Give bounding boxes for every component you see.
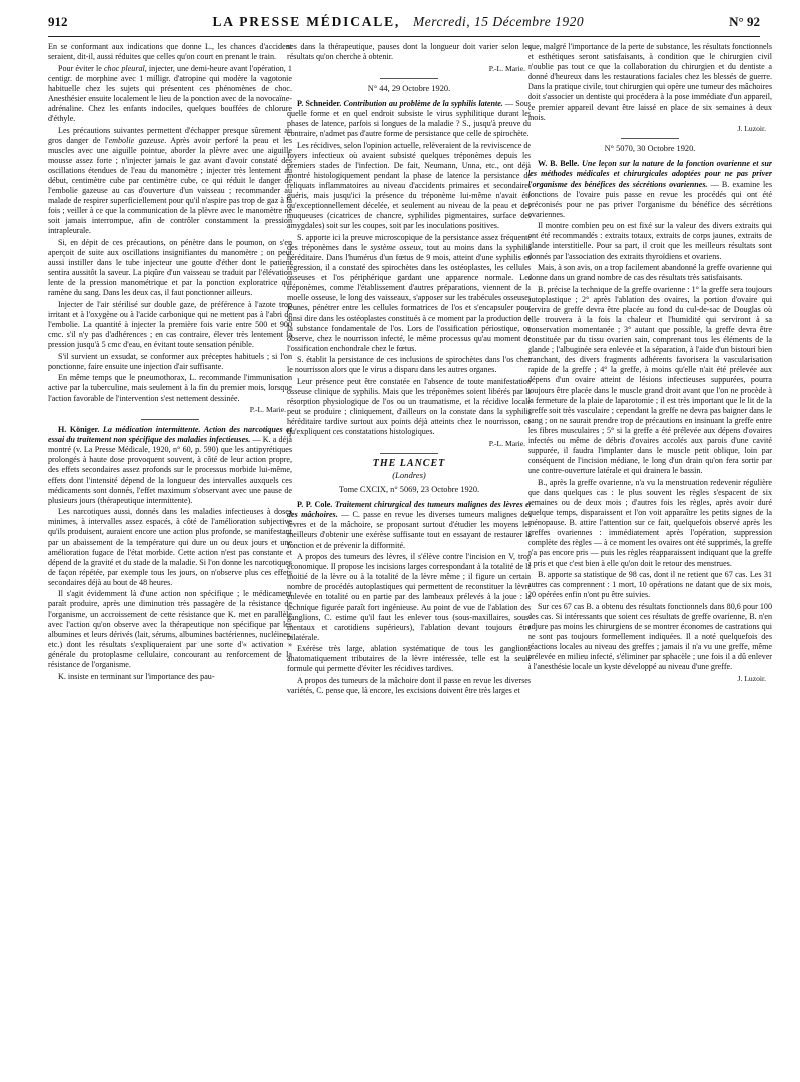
page-number: 912 xyxy=(48,14,68,29)
paragraph: A propos des tumeurs de la mâchoire dont il passe en revue les diverses variétés, C. pense que, là encore, les excisions doivent être très larges et xyxy=(287,675,531,696)
article-author: W. B. Belle. xyxy=(538,159,580,169)
paragraph: Il s'agit évidemment là d'une action non spécifique ; le médicament paraît produire, après une diminution très passagère de la résistance de l'organisme, un accroissement de cette résistance que K. met en parallèle avec l'action qu'on observe avec la thérapeutique non spécifique par les albumines et leurs dérivés (lait, sérums, albumines bactériennes, nucléines, etc.) dont les résultats s'expliqueraient par une sorte d'« activation » générale du protoplasme cellulaire, concourant au renforcement de la résistance de l'organisme. xyxy=(48,589,292,670)
article-title: Traitement chirurgical des tumeurs malignes des lèvres et des mâchoires. xyxy=(287,500,531,520)
signature: J. Luzoir. xyxy=(737,673,766,683)
paragraph: B., après la greffe ovarienne, n'a vu la menstruation redevenir régulière que dans quelques cas : le plus souvent les règles s'espacent de six semaines ou de deux mois ; d'autres fois les règles, après avoir duré quelque temps, disparaissent et l'on voit apparaître les petits signes de la ménopause. B. attire l'attention sur ce fait, quelquefois observé après les greffes ovariennes : immédiatement après l'opération, suppression complète des règles — à ce moment les ovaires ont été supprimés, la greffe n'a pas encore pris — puis les règles réapparaissent indiquant que la greffe a pris et que c'est bien à elle qu'on doit le retour des menstrues. xyxy=(528,477,772,568)
paragraph: Si, en dépit de ces précautions, on pénètre dans le poumon, on s'en aperçoit de suite aux oscillations insignifiantes du manomètre ; on peut aussi instiller dans le tube injecteur une goutte d'éther dont le patient sentira aussitôt la saveur. La piqûre d'un vaisseau se traduit par l'élévation lente de la pression manométrique et par la ponction exploratrice qui ramène du sang. Dans les deux cas, il faut ponctionner ailleurs. xyxy=(48,237,292,298)
signature: P.-L. Marie. xyxy=(249,405,286,415)
separator xyxy=(141,419,199,420)
paragraph: S'il survient un exsudat, se conformer aux préceptes habituels ; si l'on ponctionne, faire ensuite une injection d'air suffisante. xyxy=(48,351,292,371)
paragraph: Exérèse très large, ablation systématique de tous les ganglions anatomatiquement tributaires de la lèvre intéressée, telle est la seule formule qui permette d'éviter les récidives tardives. xyxy=(287,644,531,674)
article-schneider: P. Schneider. Contribution au problème de la syphilis latente. — Sous quelle forme et en quel endroit subsiste le virus syphilitique durant les phases de latence, parfois si longues de la maladie ? S., jusqu'à preuve du contraire, n'admet pas d'autre forme de persistance que celle de spirochète. xyxy=(287,98,531,139)
signature: J. Luzoir. xyxy=(737,124,766,134)
signature: P.-L. Marie. xyxy=(488,63,525,73)
journal-section-city: (Londres) xyxy=(392,470,426,480)
article-title: Contribution au problème de la syphilis latente. xyxy=(341,98,503,108)
article-author: H. Königer. xyxy=(58,425,100,435)
paragraph: que, malgré l'importance de la perte de substance, les résultats fonctionnels et esthétiques seront satisfaisants, à condition que le chirurgien civil n'oublie pas tout ce que la collaboration du chirurgien et du dentiste a donné d'heureux dans les restaurations faciales chez les blessés de guerre. Dans la pratique civile, tout chirurgien qui opère une tumeur des mâchoires doit s'associer un dentiste qui procédera à la pose immédiate d'un appareil, ce premier appareil devant être laissé en place de six semaines à deux mois. xyxy=(528,42,772,122)
paragraph: Les narcotiques aussi, donnés dans les maladies infectieuses à doses minimes, à intervalles assez espacés, à côté de l'amélioration subjective qu'ils produisent, auraient encore une action plus profonde, se manifestant par un abaissement de la température qui dure un ou deux jours et une amélioration fugace de l'état morbide. Cette action n'est pas constante et dépend de la gravité et du stade de la maladie. Si l'on donne les narcotiques de façon répétée, par exemple tous les jours, on n'observe plus ces effets secondaires déjà au bout de 48 heures. xyxy=(48,507,292,587)
separator xyxy=(380,78,438,79)
separator xyxy=(380,453,438,454)
journal-name: LA PRESSE MÉDICALE, xyxy=(212,14,401,29)
issue-date: Mercredi, 15 Décembre 1920 xyxy=(412,14,585,29)
paragraph: En se conformant aux indications que donne L., les chances d'accident seraient, dit-il, aussi réduites que celles qu'on court en prenant le train. xyxy=(48,42,292,62)
issue-reference: N° 44, 29 Octobre 1920. xyxy=(367,83,451,93)
article-konigger: H. Königer. La médication intermittente. Action des narcotiques et essai du traitement non spécifique des maladies infectieuses. — K. a déjà montré (v. La Presse Médicale, 1920, n° 60, p. 590) que les antipyrétiques prolongés à haute dose provoquent souvent, à côté de leur action propre, des effets secondaires assez profonds sur le processus morbide lui-même, effets dont l'intensité dépend de la longueur des intervalles auxquels ces médicaments sont donnés, l'effet maximum s'observant avec une pause de plusieurs jours (thérapeutique intermittente). xyxy=(48,425,292,505)
running-header xyxy=(48,14,760,37)
paragraph: S. établit la persistance de ces inclusions de spirochètes dans l'os chez le nourrisson alors que le virus a disparu dans les autres organes. xyxy=(287,355,531,375)
journal-section-title: THE LANCET xyxy=(372,457,446,469)
article-belle: W. B. Belle. Une leçon sur la nature de la fonction ovarienne et sur les méthodes médicales et chirurgicales adoptées pour ne pas priver l'organisme des bénéfices des sécrétions ovariennes. — B. examine les fonctions de l'ovaire puis passe en revue les procédés qui ont été préconisés pour ne pas priver l'organisme du bénéfice des sécrétions ovariennes. xyxy=(528,159,772,219)
column-right xyxy=(528,42,772,1072)
separator xyxy=(621,138,679,139)
issue-reference: Tome CXCIX, n° 5069, 23 Octobre 1920. xyxy=(338,485,480,495)
paragraph: Sur ces 67 cas B. a obtenu des résultats fonctionnels dans 80,6 pour 100 des cas. Si intéressants que soient ces résultats de greffe ovarienne, B. n'en adjure pas moins les chirurgiens de se montrer économes de castrations qui ne sont pas toujours formellement indiquées. Il a noté quelquefois des réactions locales au niveau des greffes ; jamais il n'a vu une greffe, même prélevée en milieu infecté, s'éliminer par sphacèle ; une fois il a dû enlever à l'anesthésie locale un kyste développé au niveau d'une greffe. xyxy=(528,601,772,672)
paragraph: Les précautions suivantes permettent d'échapper presque sûrement au gros danger de l'embolie gazeuse. Après avoir perforé la peau et les muscles avec une aiguille pointue, aborder la plèvre avec une aiguille mousse assez forte ; n'injecter jamais le gaz avant d'avoir constaté des oscillations étendues de l'eau du manomètre ; injecter très lentement au début, centimètre cube par centimètre cube, ce qui réduit le danger de l'embolie gazeuse au cas d'ouverture d'un vaisseau ; recommander au malade de respirer superficiellement pour qu'il n'aspire pas trop de gaz à la fois ; veiller à ce que la communication de la plèvre avec le manomètre ne soit jamais interrompue, afin de contrôler constamment la pression intrapleurale. xyxy=(48,125,292,236)
article-title: Une leçon sur la nature de la fonction ovarienne et sur les méthodes médicales et chirurgicales adoptées pour ne pas priver l'organisme des bénéfices des sécrétions ovariennes. xyxy=(528,159,772,189)
paragraph: A propos des tumeurs des lèvres, il s'élève contre l'incision en V, trop économique. Il propose les incisions larges correspondant à la totalité de la moitié de la lèvre ou à la totalité de la lèvre même ; il figure un certain nombre de procédés autoplastiques qui permettent de reconstituer la lèvre enlevée en totalité ou en partie par des lambeaux prélevés à la joue : la technique figurée paraît fort ingénieuse. Au point de vue de l'ablation des ganglions, C. estime qu'il faut les enlever tous (sous-maxillaires, sous-mentaux et carotidiens supérieurs), l'ablation devant toujours être bilatérale. xyxy=(287,552,531,642)
column-left xyxy=(48,42,292,1072)
paragraph: Les récidives, selon l'opinion actuelle, relèveraient de la reviviscence de foyers infectieux où avaient subsisté quelques tréponèmes depuis les premiers stades de l'infection. De fait, Neumann, Unna, etc., ont déjà montré histologiquement pendant la phase de latence la persistance de reliquats inflammatoires au niveau d'accidents primaires et secondaires guéris, mais jusqu'ici la présence du tréponème lui-même n'avait été qu'exceptionnellement décelée, et seulement au niveau de la peau et des muqueuses (cicatrices de chancre, syphilides pigmentaires, surface des amygdales) soit sur les coupes, soit par les inoculations positives. xyxy=(287,140,531,231)
paragraph: B. précise la technique de la greffe ovarienne : 1° la greffe sera toujours autoplastique ; 2° après l'ablation des ovaires, la portion d'ovaire qui servira de greffe devra être placée au fond du cul-de-sac de Douglas où elle trouvera à la fois la chaleur et l'humidité qui serviront à sa conservation momentanée ; 3° autant que possible, la greffe devra être constituée par du tissu ovarien sain, comprenant tous les éléments de la glande ; l'albuginée sera enlevée et la séparation, à l'aide d'un bistouri bien tranchant, des divers fragments adhérents favorisera la vascularisation rapide de la greffe ; 4° la greffe, à moins qu'elle n'ait été prélevée aux dépens d'un ovaire atteint de lésions infectieuses suppurées, pourra toujours être placée dans le muscle grand droit avant que l'on ne procède à la fermeture de la plaie de laparotomie ; il est très important que le lit de la greffe soit très vasculaire ; cependant la greffe ne devra pas baigner dans le sang ; on ne saurait prendre trop de précautions en insinuant la greffe entre les fibres musculaires ; 5° si la greffe a été prélevée aux dépens d'ovaires infectés ou même de débris d'ovaires accolés aux parois d'une cavité suppurée, il faudra l'implanter dans le muscle petit oblique, loin par conséquent de l'incision médiane, le long d'un drain qu'on fera sortir par une contre-ouverture latérale et qui drainera le bassin. xyxy=(528,284,772,476)
masthead xyxy=(212,14,584,30)
issue-reference: N° 5070, 30 Octobre 1920. xyxy=(604,144,696,154)
paragraph: Leur présence peut être constatée en l'absence de toute manifestation osseuse clinique de syphilis. Mais que les tréponèmes soient libérés par la résorption physiologique de l'os ou un traumatisme, et la récidive locale peut se produire ; cliniquement, d'ailleurs on la constate dans la syphilis héréditaire tardive surtout aux points déjà atteints chez le nourrisson, ce qu'expliquent ces constatations histologiques. xyxy=(287,376,531,437)
signature: P.-L. Marie. xyxy=(488,438,525,448)
paragraph: ses dans la thérapeutique, pauses dont la longueur doit varier selon les résultats qu'on cherche à obtenir. xyxy=(287,42,531,62)
paragraph: Mais, à son avis, on a trop facilement abandonné la greffe ovarienne qui donne dans un grand nombre de cas des résultats très satisfaisants. xyxy=(528,263,772,283)
article-author: P. Schneider. xyxy=(297,98,342,108)
paragraph: K. insiste en terminant sur l'importance des pau- xyxy=(58,671,215,681)
article-cole: P. P. Cole. Traitement chirurgical des tumeurs malignes des lèvres et des mâchoires. — C. passe en revue les diverses tumeurs malignes des lèvres et de la mâchoire, se proposant surtout d'étudier les moyens les meilleurs d'obtenir une exérèse suffisante tout en essayant de restaurer la fonction et de prévenir la difformité. xyxy=(287,500,531,550)
issue-number: N° 92 xyxy=(729,14,760,29)
paragraph: Il montre combien peu on est fixé sur la valeur des divers extraits qui ont été recommandés : extraits totaux, extraits de corps jaunes, extraits de glande interstitielle. Pour sa part, il croit que les meilleurs résultats sont donnés par l'association des extraits thyroïdiens et ovariens. xyxy=(528,221,772,261)
paragraph: En même temps que le pneumothorax, L. recommande l'immunisation active par la tuberculine, mais seulement à la fin du premier mois, lorsque l'action favorable de l'intervention s'est nettement dessinée. xyxy=(48,373,292,403)
paragraph: Pour éviter le choc pleural, injecter, une demi-heure avant l'opération, 1 centigr. de morphine avec 1 milligr. d'atropine qui modère la vagotonie habituelle chez les sujets qui présentent ces phénomènes de choc. Anesthésier ensuite localement le lieu de la ponction avec de la novocaïne-adrénaline. Chez les enfants indociles, quelques bouffées de chlorure d'éthyle. xyxy=(48,63,292,124)
column-middle xyxy=(287,42,531,1072)
paragraph: Injecter de l'air stérilisé sur double gaze, de préférence à l'azote trop irritant et à l'oxygène ou à l'acide carbonique qui ne mettent pas à l'abri de l'embolie. La quantité à injecter la première fois varie entre 500 et 900 cmc. s'il n'y pas d'adhérences ; en cas contraire, élever très lentement la pression jusqu'à 5 cmc d'eau, en évitant toute sensation pénible. xyxy=(48,299,292,350)
paragraph: S. apporte ici la preuve microscopique de la persistance assez fréquente des tréponèmes dans le système osseux, tout au moins dans la syphilis héréditaire. Dans l'humérus d'un fœtus de 9 mois, atteint d'une syphilis en régression, il a constaté des spirochètes dans les ostéoplastes, les cellules osseuses et l'os périphérique gardant une apparence normale. Les tréponèmes, comme l'établissement d'autres préparations, viennent de la moelle osseuse, le long des vaisseaux, s'apposer sur les trabécules osseuses jeunes, pénétrer entre les cellules formatrices de l'os et s'encapsuler pour ainsi dire dans les ostéoplastes constitués à ce moment par la production de la substance fondamentale de l'os. Lors de l'ossification périostique, on observe, chez le nourrisson infecté, le même processus qu'au moment de l'ossification enchondrale chez le fœtus. xyxy=(287,232,531,353)
article-title: La médication intermittente. Action des narcotiques et essai du traitement non spécifique des maladies infectieuses. xyxy=(48,425,292,445)
paragraph: B. apporte sa statistique de 98 cas, dont il ne retient que 67 cas. Les 31 autres cas comprennent : 1 mort, 10 opérations ne datant que de six mois, 20 opérées enfin n'ont pu être suivies. xyxy=(528,570,772,600)
article-author: P. P. Cole. xyxy=(297,500,333,510)
